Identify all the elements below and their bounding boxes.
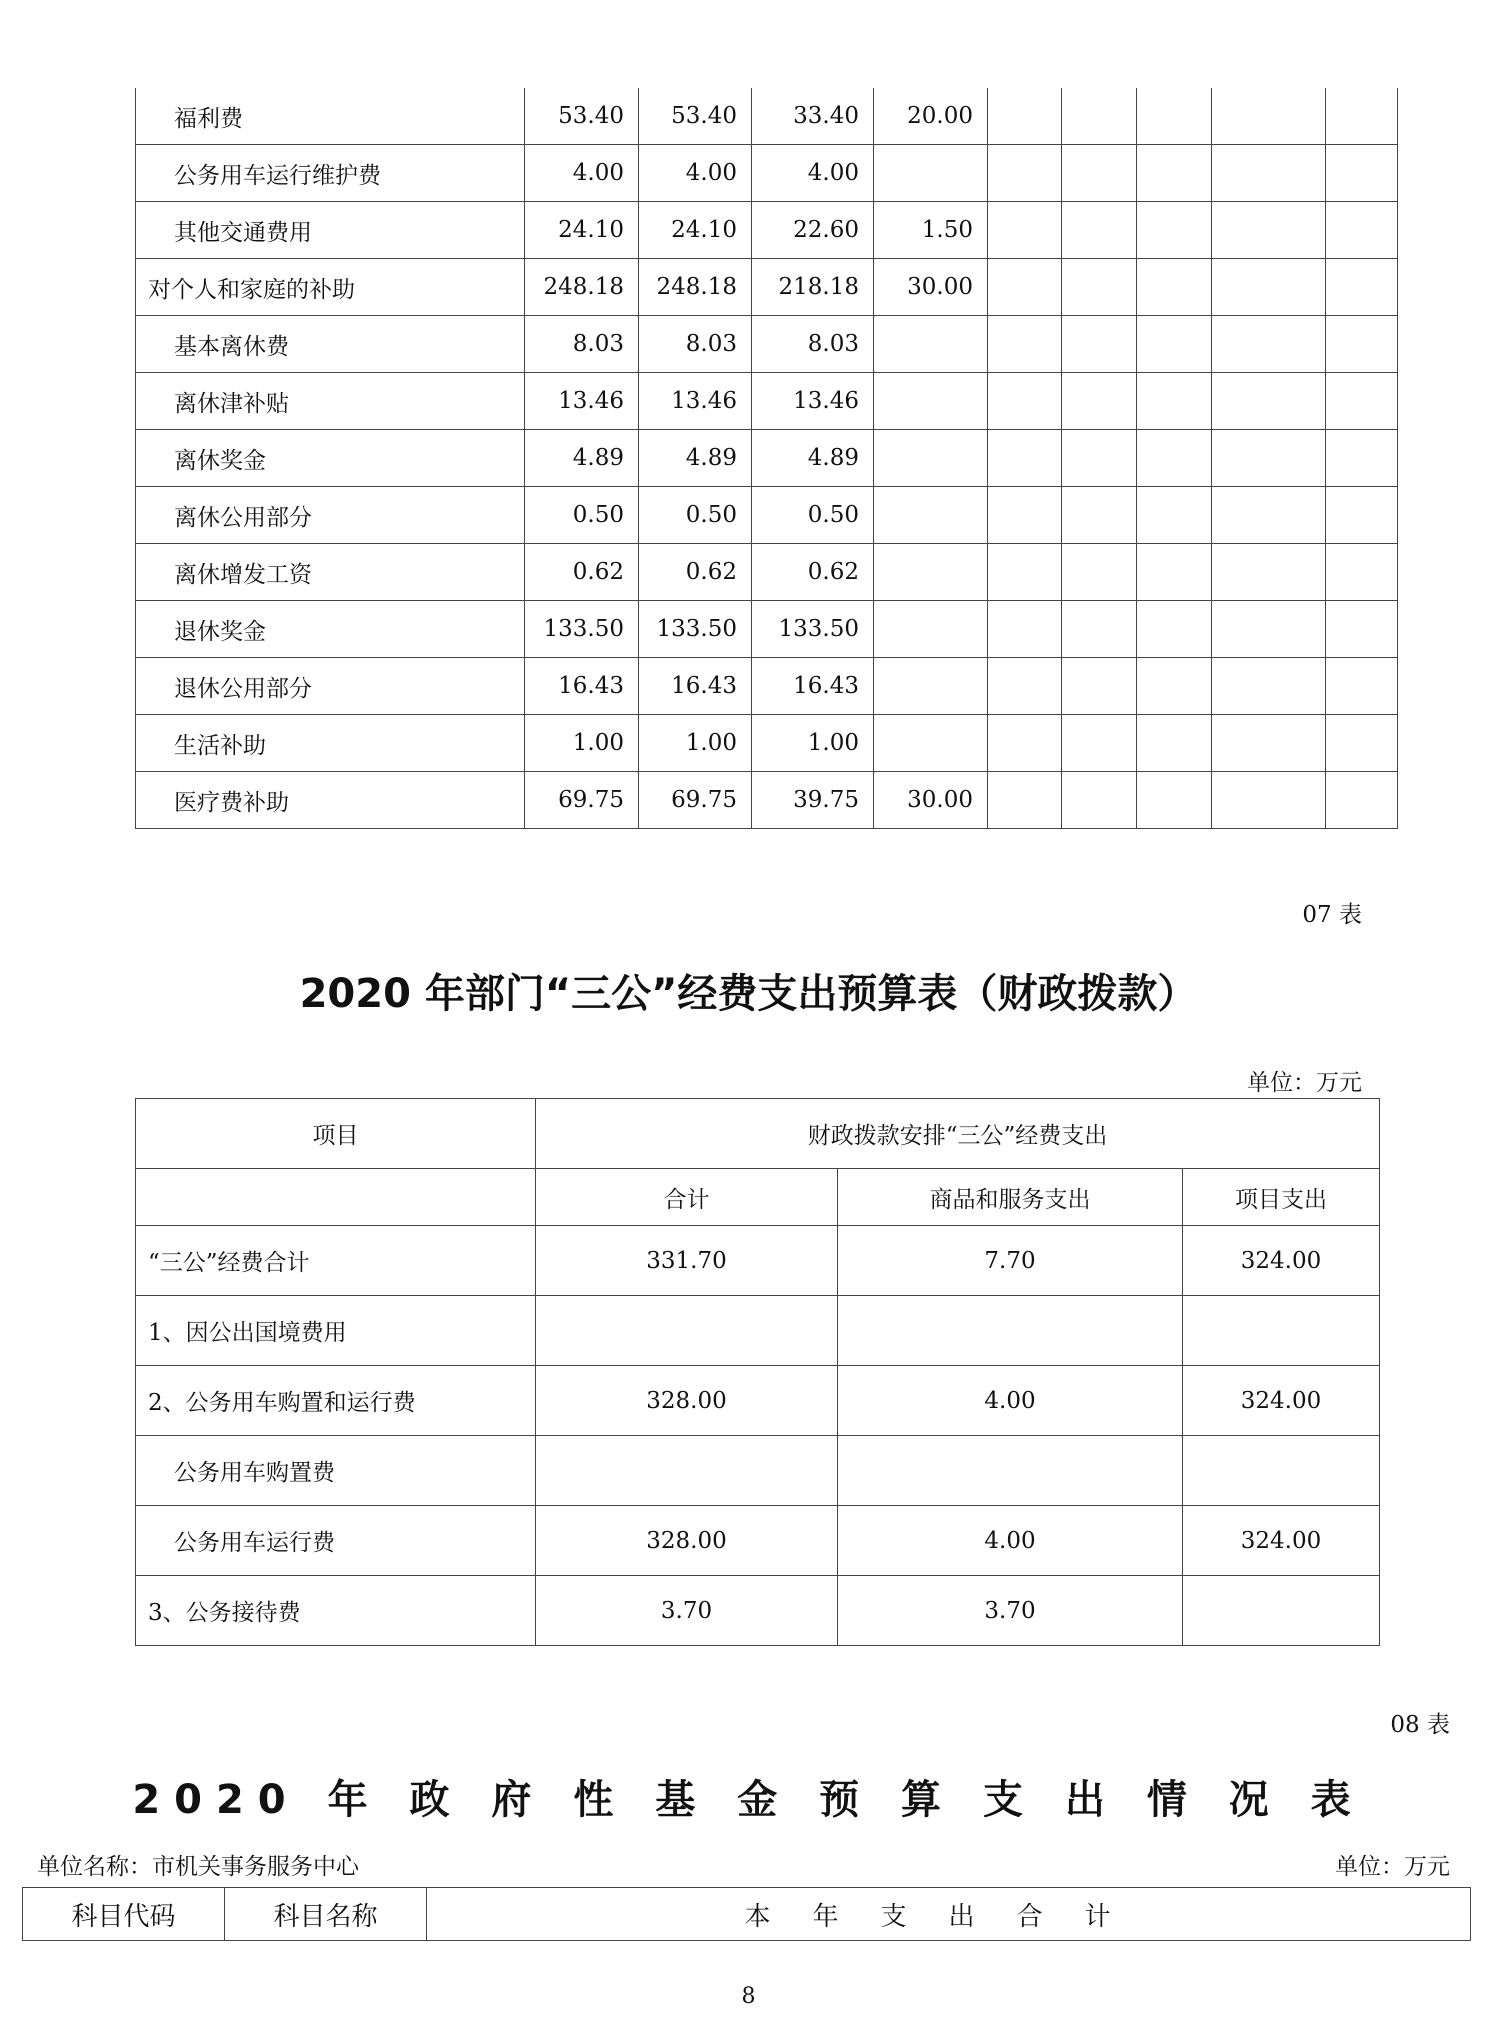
cell-basic: 4.89 — [752, 430, 874, 487]
empty-cell — [1062, 487, 1137, 544]
empty-cell — [1062, 658, 1137, 715]
cell-project — [874, 430, 988, 487]
empty-cell — [1062, 544, 1137, 601]
gov-fund-header-row — [23, 1888, 1471, 1941]
cell-total: 13.46 — [525, 373, 639, 430]
empty-cell — [1062, 259, 1137, 316]
budget-detail-body — [136, 88, 1398, 829]
cell-total: 8.03 — [525, 316, 639, 373]
empty-cell — [1137, 373, 1212, 430]
header-blank — [136, 1169, 536, 1226]
empty-cell — [988, 202, 1062, 259]
table-row — [136, 601, 1398, 658]
cell-total: 3.70 — [536, 1576, 838, 1646]
table-row — [136, 715, 1398, 772]
cell-basic: 16.43 — [752, 658, 874, 715]
table-row — [136, 1296, 1380, 1366]
cell-project — [874, 316, 988, 373]
cell-project — [874, 658, 988, 715]
empty-cell — [1326, 601, 1398, 658]
table-row — [136, 1576, 1380, 1646]
empty-cell — [988, 715, 1062, 772]
cell-basic: 4.00 — [752, 145, 874, 202]
row-label: “三公”经费合计 — [136, 1226, 536, 1296]
cell-goods: 4.00 — [838, 1506, 1183, 1576]
cell-subtotal: 16.43 — [639, 658, 752, 715]
empty-cell — [1326, 88, 1398, 145]
empty-cell — [1062, 145, 1137, 202]
cell-total: 133.50 — [525, 601, 639, 658]
table-row — [136, 658, 1398, 715]
cell-total: 16.43 — [525, 658, 639, 715]
empty-cell — [1212, 715, 1326, 772]
cell-subtotal: 4.00 — [639, 145, 752, 202]
cell-basic: 22.60 — [752, 202, 874, 259]
cell-subtotal: 248.18 — [639, 259, 752, 316]
row-label: 退休奖金 — [136, 601, 525, 658]
cell-project — [1183, 1576, 1380, 1646]
empty-cell — [988, 88, 1062, 145]
three-public-title: 2020 年部门“三公”经费支出预算表（财政拨款） — [299, 971, 1198, 1017]
empty-cell — [1137, 658, 1212, 715]
empty-cell — [1326, 202, 1398, 259]
table-row — [136, 544, 1398, 601]
cell-project: 20.00 — [874, 88, 988, 145]
cell-total: 24.10 — [525, 202, 639, 259]
empty-cell — [1212, 487, 1326, 544]
cell-total: 331.70 — [536, 1226, 838, 1296]
cell-total: 328.00 — [536, 1366, 838, 1436]
row-label: 福利费 — [136, 88, 525, 145]
empty-cell — [1212, 601, 1326, 658]
cell-total: 4.00 — [525, 145, 639, 202]
header-row-2 — [136, 1169, 1380, 1226]
cell-goods — [838, 1436, 1183, 1506]
cell-project: 324.00 — [1183, 1506, 1380, 1576]
unit-label-08: 单位：万元 — [1335, 1854, 1450, 1880]
cell-total: 0.62 — [525, 544, 639, 601]
row-label: 公务用车购置费 — [136, 1436, 536, 1506]
cell-total: 69.75 — [525, 772, 639, 829]
col-name: 科目名称 — [225, 1888, 427, 1941]
empty-cell — [1212, 202, 1326, 259]
empty-cell — [1326, 715, 1398, 772]
table-row — [136, 145, 1398, 202]
row-label: 离休增发工资 — [136, 544, 525, 601]
empty-cell — [988, 145, 1062, 202]
empty-cell — [1212, 544, 1326, 601]
row-label: 其他交通费用 — [136, 202, 525, 259]
cell-basic: 39.75 — [752, 772, 874, 829]
empty-cell — [1137, 316, 1212, 373]
cell-project — [874, 145, 988, 202]
cell-goods: 3.70 — [838, 1576, 1183, 1646]
table-row — [136, 316, 1398, 373]
empty-cell — [1212, 145, 1326, 202]
empty-cell — [1137, 544, 1212, 601]
row-label: 基本离休费 — [136, 316, 525, 373]
empty-cell — [1062, 715, 1137, 772]
empty-cell — [1062, 430, 1137, 487]
empty-cell — [988, 259, 1062, 316]
cell-total — [536, 1296, 838, 1366]
empty-cell — [1212, 259, 1326, 316]
cell-total: 248.18 — [525, 259, 639, 316]
row-label: 1、因公出国境费用 — [136, 1296, 536, 1366]
cell-subtotal: 24.10 — [639, 202, 752, 259]
empty-cell — [1326, 430, 1398, 487]
table-row — [136, 1366, 1380, 1436]
table-row — [136, 259, 1398, 316]
cell-basic: 133.50 — [752, 601, 874, 658]
cell-goods: 4.00 — [838, 1366, 1183, 1436]
cell-project — [874, 715, 988, 772]
row-label: 医疗费补助 — [136, 772, 525, 829]
header-row-1 — [136, 1099, 1380, 1169]
table-tag-07: 07 表 — [1302, 902, 1362, 928]
row-label: 公务用车运行费 — [136, 1506, 536, 1576]
table-row — [136, 487, 1398, 544]
three-public-table — [135, 1098, 1380, 1646]
empty-cell — [1137, 715, 1212, 772]
empty-cell — [1062, 601, 1137, 658]
row-label: 离休公用部分 — [136, 487, 525, 544]
empty-cell — [1137, 259, 1212, 316]
cell-total: 4.89 — [525, 430, 639, 487]
empty-cell — [1137, 430, 1212, 487]
header-total: 合计 — [536, 1169, 838, 1226]
budget-detail-table — [135, 88, 1398, 829]
cell-subtotal: 53.40 — [639, 88, 752, 145]
empty-cell — [988, 658, 1062, 715]
cell-basic: 0.50 — [752, 487, 874, 544]
row-label: 2、公务用车购置和运行费 — [136, 1366, 536, 1436]
table-row — [136, 772, 1398, 829]
col-code: 科目代码 — [23, 1888, 225, 1941]
empty-cell — [1137, 88, 1212, 145]
row-label: 退休公用部分 — [136, 658, 525, 715]
cell-subtotal: 1.00 — [639, 715, 752, 772]
cell-project — [874, 601, 988, 658]
empty-cell — [1326, 259, 1398, 316]
table-row — [136, 202, 1398, 259]
gov-fund-table — [22, 1887, 1471, 1941]
table-row — [136, 430, 1398, 487]
cell-project — [874, 373, 988, 430]
empty-cell — [1212, 316, 1326, 373]
cell-subtotal: 133.50 — [639, 601, 752, 658]
empty-cell — [1062, 772, 1137, 829]
empty-cell — [1326, 316, 1398, 373]
cell-project: 324.00 — [1183, 1226, 1380, 1296]
cell-basic: 0.62 — [752, 544, 874, 601]
gov-fund-title: 2020 年 政 府 性 基 金 预 算 支 出 情 况 表 — [132, 1777, 1365, 1823]
cell-basic: 13.46 — [752, 373, 874, 430]
page-number: 8 — [741, 1984, 756, 2009]
empty-cell — [1137, 772, 1212, 829]
empty-cell — [1062, 88, 1137, 145]
empty-cell — [1137, 601, 1212, 658]
cell-project: 1.50 — [874, 202, 988, 259]
table-row — [136, 373, 1398, 430]
cell-subtotal: 8.03 — [639, 316, 752, 373]
empty-cell — [988, 544, 1062, 601]
empty-cell — [1326, 487, 1398, 544]
empty-cell — [1212, 658, 1326, 715]
org-name-label: 单位名称：市机关事务服务中心 — [37, 1854, 359, 1880]
row-label: 对个人和家庭的补助 — [136, 259, 525, 316]
cell-subtotal: 0.62 — [639, 544, 752, 601]
empty-cell — [1137, 487, 1212, 544]
table-row — [136, 1506, 1380, 1576]
row-label: 离休津补贴 — [136, 373, 525, 430]
cell-project — [1183, 1296, 1380, 1366]
empty-cell — [1326, 658, 1398, 715]
cell-total — [536, 1436, 838, 1506]
empty-cell — [988, 601, 1062, 658]
cell-basic: 8.03 — [752, 316, 874, 373]
cell-goods — [838, 1296, 1183, 1366]
cell-basic: 218.18 — [752, 259, 874, 316]
cell-project — [874, 544, 988, 601]
empty-cell — [1326, 772, 1398, 829]
cell-subtotal: 69.75 — [639, 772, 752, 829]
empty-cell — [1062, 202, 1137, 259]
table-row — [136, 88, 1398, 145]
row-label: 公务用车运行维护费 — [136, 145, 525, 202]
empty-cell — [988, 487, 1062, 544]
table-tag-08: 08 表 — [1390, 1712, 1450, 1738]
cell-project: 30.00 — [874, 259, 988, 316]
empty-cell — [1326, 544, 1398, 601]
cell-project: 324.00 — [1183, 1366, 1380, 1436]
row-label: 3、公务接待费 — [136, 1576, 536, 1646]
cell-project: 30.00 — [874, 772, 988, 829]
empty-cell — [1326, 145, 1398, 202]
three-public-body — [136, 1099, 1380, 1646]
cell-goods: 7.70 — [838, 1226, 1183, 1296]
row-label: 生活补助 — [136, 715, 525, 772]
header-goods: 商品和服务支出 — [838, 1169, 1183, 1226]
empty-cell — [1062, 373, 1137, 430]
empty-cell — [988, 430, 1062, 487]
cell-basic: 33.40 — [752, 88, 874, 145]
empty-cell — [1212, 88, 1326, 145]
empty-cell — [1326, 373, 1398, 430]
header-project: 项目支出 — [1183, 1169, 1380, 1226]
table-row — [136, 1436, 1380, 1506]
cell-total: 0.50 — [525, 487, 639, 544]
table-row — [136, 1226, 1380, 1296]
unit-label-07: 单位：万元 — [1247, 1070, 1362, 1096]
col-total: 本年支出合计 — [427, 1888, 1471, 1941]
header-group: 财政拨款安排“三公”经费支出 — [536, 1099, 1380, 1169]
empty-cell — [1062, 316, 1137, 373]
empty-cell — [1137, 202, 1212, 259]
header-item: 项目 — [136, 1099, 536, 1169]
empty-cell — [1212, 373, 1326, 430]
cell-project — [874, 487, 988, 544]
cell-total: 328.00 — [536, 1506, 838, 1576]
empty-cell — [988, 373, 1062, 430]
cell-subtotal: 4.89 — [639, 430, 752, 487]
empty-cell — [1212, 772, 1326, 829]
cell-basic: 1.00 — [752, 715, 874, 772]
empty-cell — [988, 772, 1062, 829]
cell-total: 1.00 — [525, 715, 639, 772]
empty-cell — [1137, 145, 1212, 202]
empty-cell — [1212, 430, 1326, 487]
cell-project — [1183, 1436, 1380, 1506]
cell-total: 53.40 — [525, 88, 639, 145]
cell-subtotal: 13.46 — [639, 373, 752, 430]
empty-cell — [988, 316, 1062, 373]
row-label: 离休奖金 — [136, 430, 525, 487]
cell-subtotal: 0.50 — [639, 487, 752, 544]
